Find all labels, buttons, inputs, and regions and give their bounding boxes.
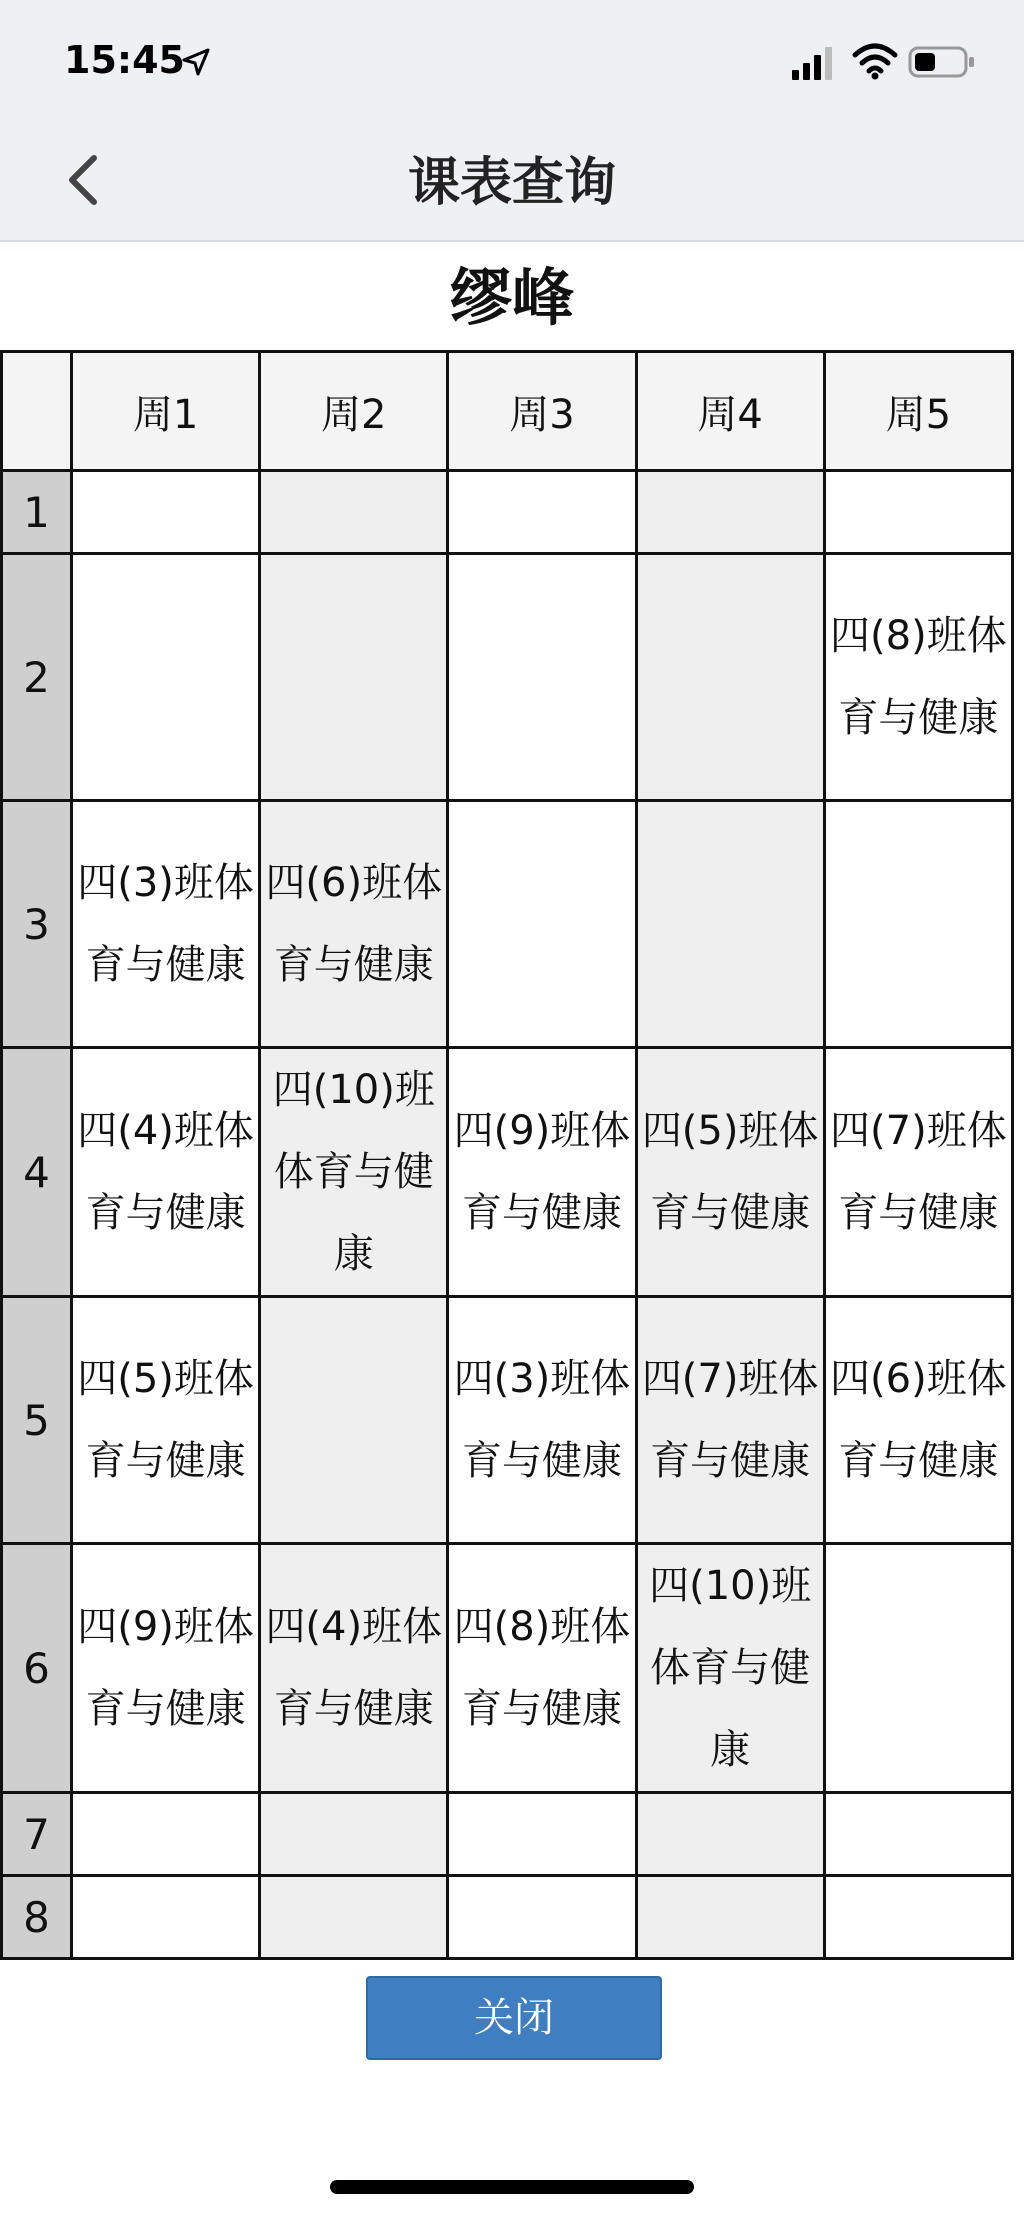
table-row xyxy=(2,1793,1013,1876)
period-number: 1 xyxy=(2,471,72,554)
period-number: 6 xyxy=(2,1544,72,1793)
close-button[interactable]: 关闭 xyxy=(366,1976,662,2060)
table-row xyxy=(2,1876,1013,1959)
schedule-cell xyxy=(824,1876,1012,1959)
schedule-cell xyxy=(824,1297,1012,1544)
schedule-cell xyxy=(636,1297,824,1544)
schedule-cell xyxy=(260,1876,448,1959)
schedule-cell xyxy=(260,554,448,801)
period-number: 7 xyxy=(2,1793,72,1876)
status-time: 15:45 xyxy=(64,38,185,82)
schedule-cell xyxy=(448,1876,636,1959)
schedule-cell xyxy=(636,1876,824,1959)
corner-cell xyxy=(2,352,72,471)
class-label: 四(6)班体育与健康 xyxy=(265,860,443,988)
class-label: 四(8)班体育与健康 xyxy=(453,1604,631,1732)
period-number: 5 xyxy=(2,1297,72,1544)
class-label: 四(10)班体育与健康 xyxy=(272,1067,435,1277)
day-header: 周2 xyxy=(260,352,448,471)
schedule-cell xyxy=(448,1048,636,1297)
schedule-cell xyxy=(824,471,1012,554)
schedule-cell xyxy=(824,1544,1012,1793)
day-header: 周5 xyxy=(824,352,1012,471)
schedule-cell xyxy=(824,801,1012,1048)
class-label: 四(4)班体育与健康 xyxy=(77,1108,254,1236)
class-label: 四(10)班体育与健康 xyxy=(649,1563,812,1773)
location-arrow-icon xyxy=(180,46,212,78)
class-label: 四(3)班体育与健康 xyxy=(77,860,254,988)
schedule-cell xyxy=(260,471,448,554)
class-label: 四(7)班体育与健康 xyxy=(830,1108,1007,1236)
schedule-cell xyxy=(636,1793,824,1876)
teacher-name: 缪峰 xyxy=(449,261,574,334)
schedule-cell xyxy=(636,1544,824,1793)
cellular-signal-icon xyxy=(790,46,836,80)
class-label: 四(5)班体育与健康 xyxy=(641,1108,819,1236)
day-header: 周1 xyxy=(72,352,260,471)
schedule-cell xyxy=(72,1793,260,1876)
table-row xyxy=(2,554,1013,801)
class-label: 四(9)班体育与健康 xyxy=(77,1604,254,1732)
schedule-cell xyxy=(72,554,260,801)
schedule-cell xyxy=(260,1048,448,1297)
class-label: 四(5)班体育与健康 xyxy=(77,1356,254,1484)
schedule-cell xyxy=(448,1297,636,1544)
day-header: 周3 xyxy=(448,352,636,471)
top-bar xyxy=(0,0,1024,242)
period-number: 2 xyxy=(2,554,72,801)
table-row xyxy=(2,1297,1013,1544)
table-row xyxy=(2,801,1013,1048)
schedule-cell xyxy=(72,471,260,554)
schedule-cell xyxy=(636,471,824,554)
period-number: 3 xyxy=(2,801,72,1048)
home-indicator[interactable] xyxy=(330,2180,694,2194)
schedule-cell xyxy=(260,1793,448,1876)
schedule-cell xyxy=(448,471,636,554)
schedule-cell xyxy=(72,1544,260,1793)
schedule-cell xyxy=(636,1048,824,1297)
page-title: 课表查询 xyxy=(407,153,616,213)
class-label: 四(3)班体育与健康 xyxy=(453,1356,631,1484)
table-row xyxy=(2,1048,1013,1297)
period-number: 8 xyxy=(2,1876,72,1959)
class-label: 四(8)班体育与健康 xyxy=(830,613,1007,741)
schedule-cell xyxy=(824,1048,1012,1297)
schedule-cell xyxy=(72,1876,260,1959)
class-label: 四(4)班体育与健康 xyxy=(265,1604,443,1732)
schedule-cell xyxy=(72,1048,260,1297)
schedule-cell xyxy=(72,801,260,1048)
schedule-cell xyxy=(448,801,636,1048)
period-number: 4 xyxy=(2,1048,72,1297)
schedule-cell xyxy=(448,1793,636,1876)
schedule-cell xyxy=(448,1544,636,1793)
schedule-cell xyxy=(72,1297,260,1544)
schedule-cell xyxy=(448,554,636,801)
schedule-cell xyxy=(824,1793,1012,1876)
schedule-cell xyxy=(636,554,824,801)
schedule-table xyxy=(0,350,1014,1960)
battery-icon xyxy=(908,44,976,80)
wifi-icon xyxy=(852,42,898,80)
day-header: 周4 xyxy=(636,352,824,471)
schedule-cell xyxy=(260,1544,448,1793)
class-label: 四(6)班体育与健康 xyxy=(830,1356,1007,1484)
schedule-cell xyxy=(636,801,824,1048)
table-row xyxy=(2,1544,1013,1793)
schedule-cell xyxy=(824,554,1012,801)
class-label: 四(9)班体育与健康 xyxy=(453,1108,631,1236)
class-label: 四(7)班体育与健康 xyxy=(641,1356,819,1484)
table-row xyxy=(2,471,1013,554)
schedule-cell xyxy=(260,801,448,1048)
header-row xyxy=(2,352,1013,471)
schedule-cell xyxy=(260,1297,448,1544)
